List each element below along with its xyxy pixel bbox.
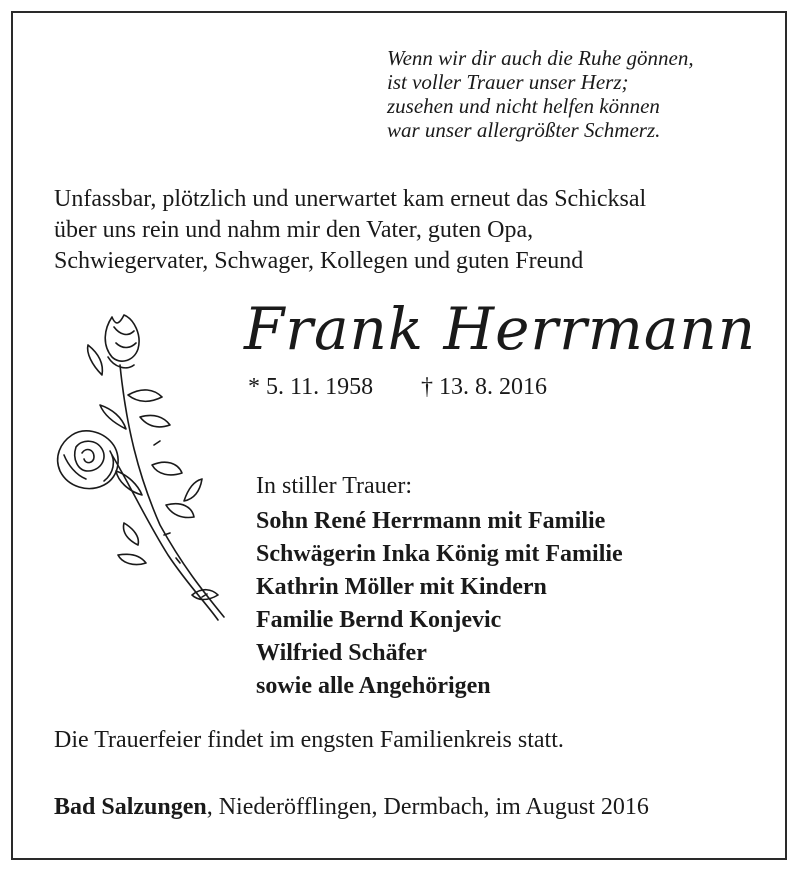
deceased-name: Frank Herrmann [244, 295, 757, 363]
place-rest: , Niederöfflingen, Dermbach, im August 2016 [206, 794, 649, 820]
intro-line: Schwiegervater, Schwager, Kollegen und guten Freund [54, 248, 584, 274]
poem-line: zusehen und nicht helfen können [387, 94, 660, 118]
mourner-name: Familie Bernd Konjevic [256, 607, 502, 633]
place-main: Bad Salzungen [54, 794, 207, 820]
mourner-name: Sohn René Herrmann mit Familie [256, 508, 606, 534]
mourner-name: Wilfried Schäfer [256, 640, 427, 666]
poem-line: war unser allergrößter Schmerz. [387, 118, 661, 142]
mourners-list [256, 505, 623, 703]
poem-line: ist voller Trauer unser Herz; [387, 70, 629, 94]
birth-date: * 5. 11. 1958 [248, 374, 374, 400]
intro-line: Unfassbar, plötzlich und unerwartet kam erneut das Schicksal [54, 186, 647, 212]
intro-text [54, 184, 646, 277]
mourner-name: sowie alle Angehörigen [256, 673, 491, 699]
mourners-lead: In stiller Trauer: [256, 473, 412, 499]
poem-line: Wenn wir dir auch die Ruhe gönnen, [387, 46, 694, 70]
intro-line: über uns rein und nahm mir den Vater, guten Opa, [54, 217, 534, 243]
poem [387, 46, 694, 142]
death-date: † 13. 8. 2016 [421, 374, 547, 400]
place-date-line [54, 792, 649, 822]
mourner-name: Schwägerin Inka König mit Familie [256, 541, 623, 567]
mourner-name: Kathrin Möller mit Kindern [256, 574, 547, 600]
mourners-block [256, 471, 623, 703]
rose-icon [42, 305, 232, 625]
funeral-note: Die Trauerfeier findet im engsten Familienkreis statt. [54, 727, 564, 753]
